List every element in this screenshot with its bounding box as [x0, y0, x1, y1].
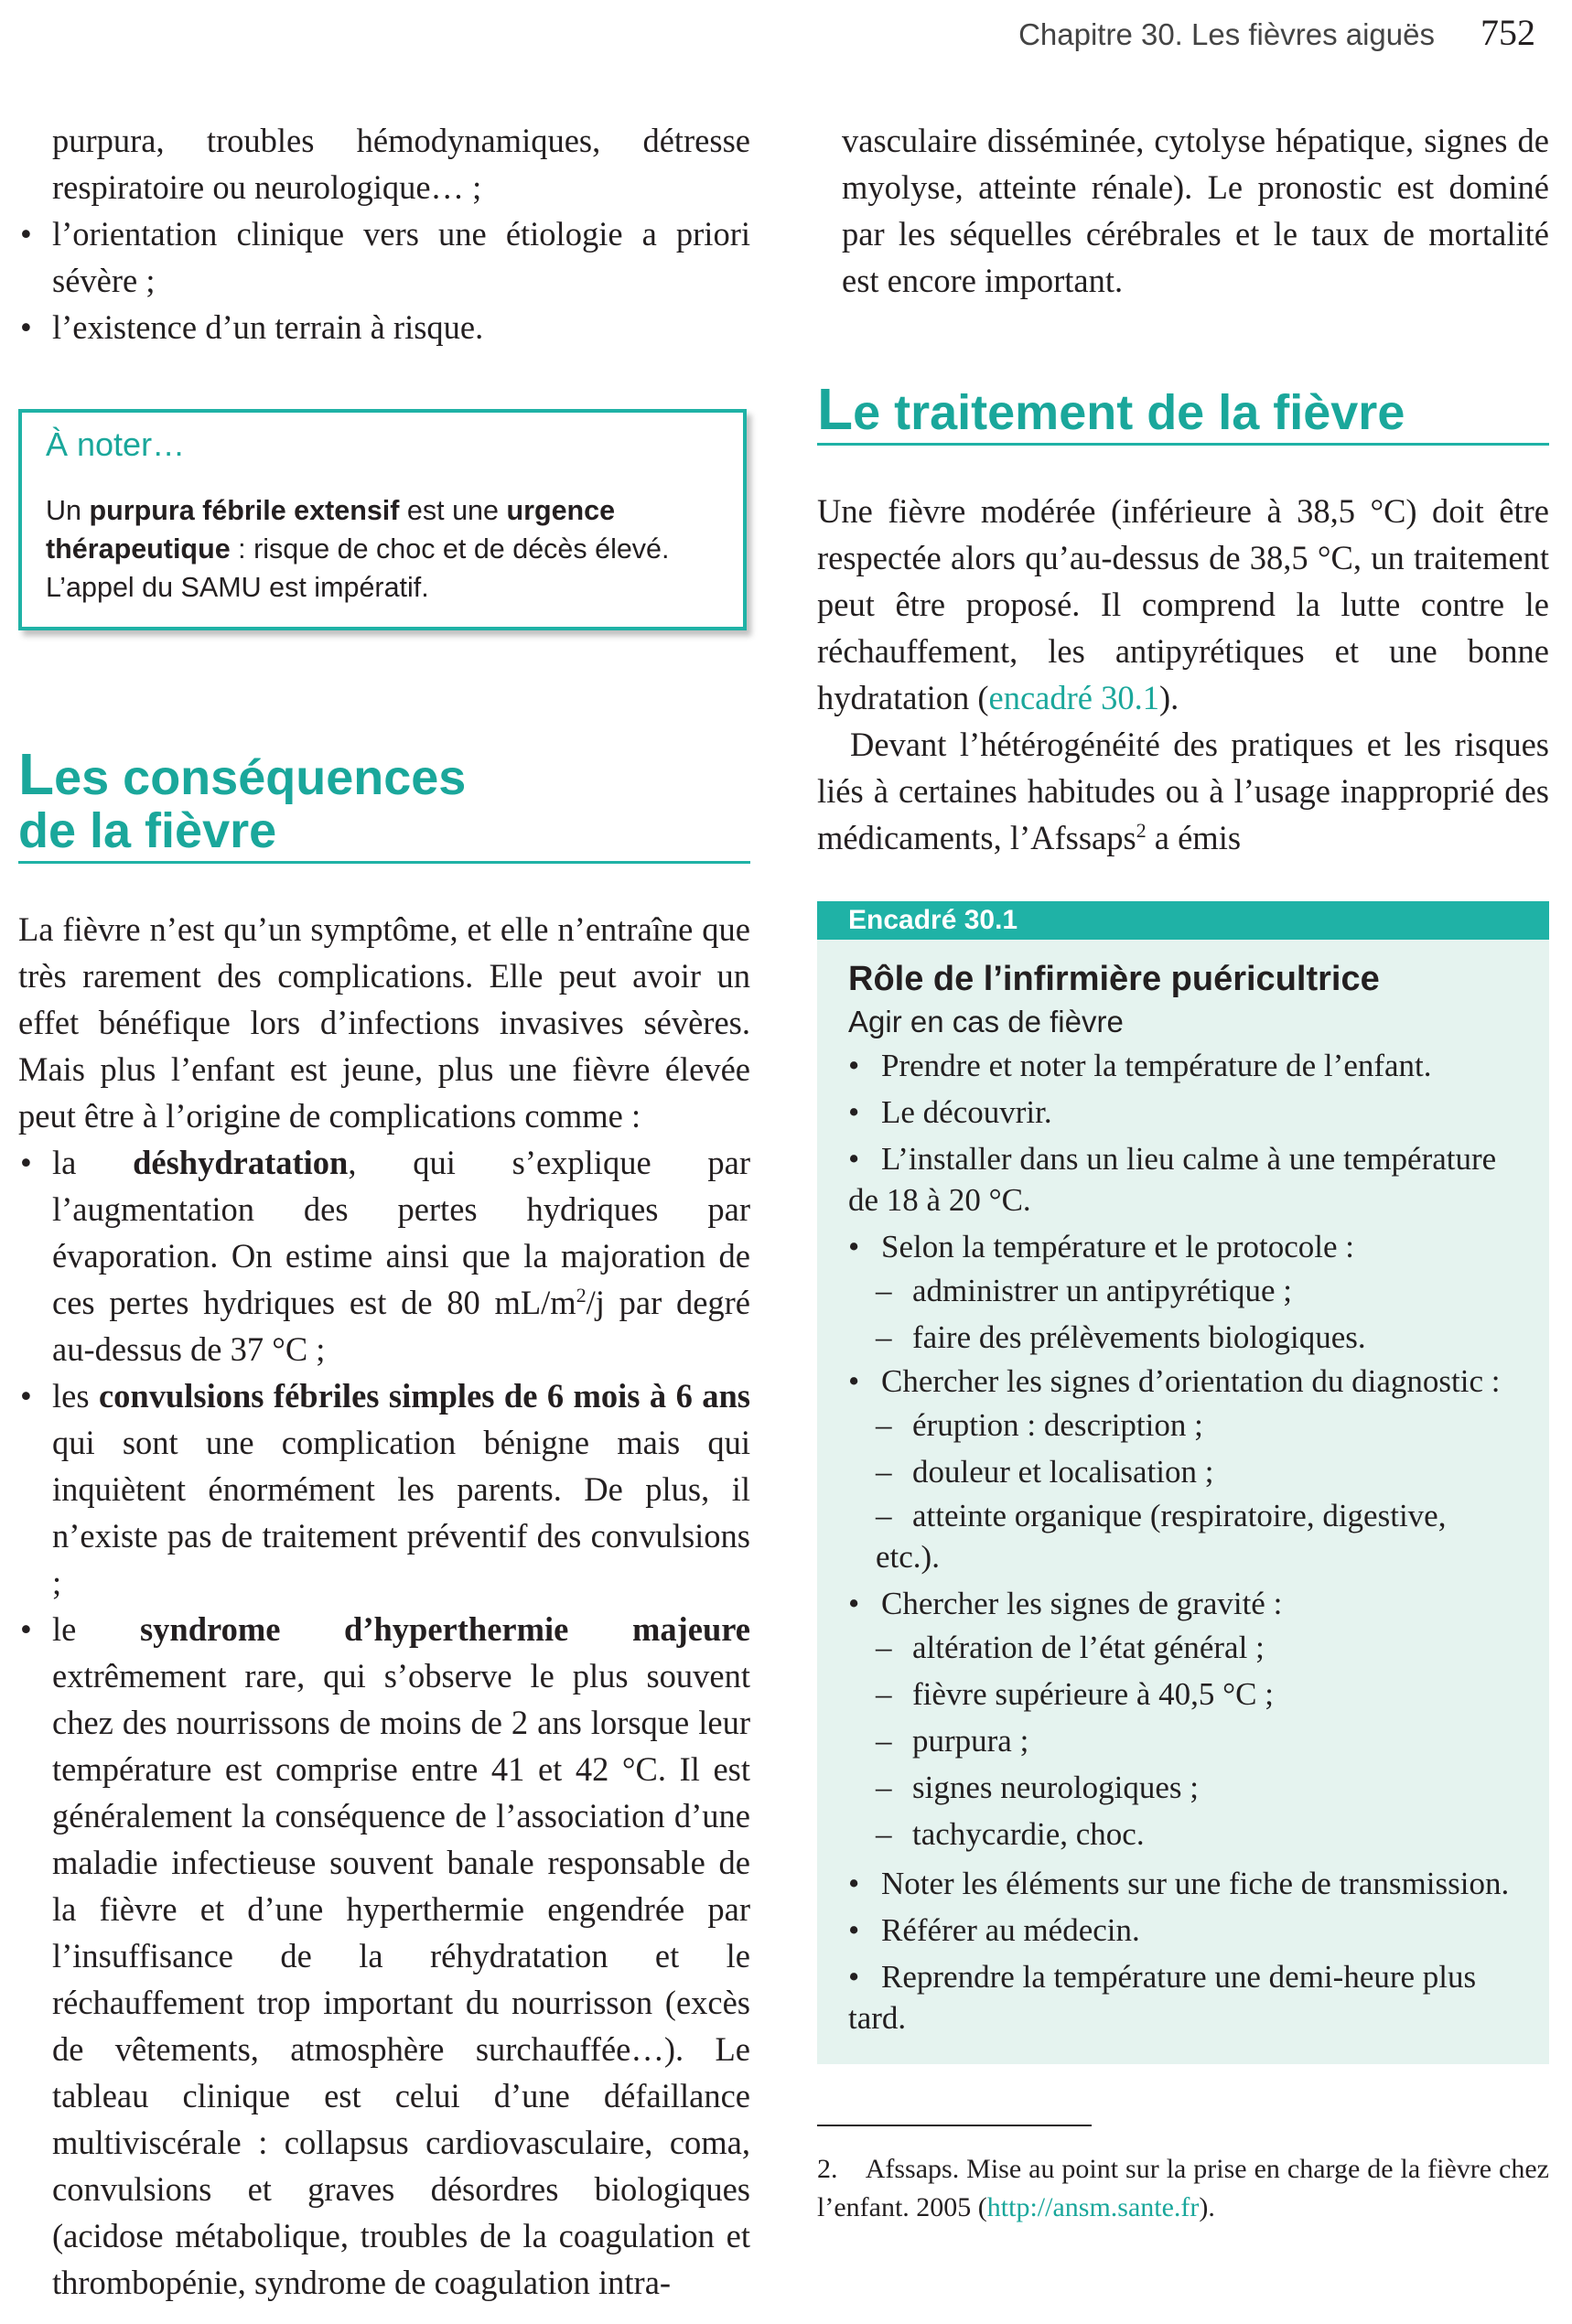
paragraph: [817, 721, 1549, 861]
paragraph: [817, 488, 1549, 721]
note-text-part: : risque de choc et de décès élevé. L’appel du SAMU est impératif.: [46, 533, 670, 603]
note-bold-urgence: urgence thérapeutique: [46, 495, 616, 565]
footnote-text: 2. Afssaps. Mise au point sur la prise en charge de la fièvre chez l’enfant. 2005 (: [817, 2154, 1556, 2222]
list-item: • Chercher les signes de gravité :: [848, 1586, 1283, 1621]
sub-item: – administrer un antipyrétique ;: [876, 1273, 1293, 1308]
list-item: • Selon la température et le protocole :: [848, 1229, 1355, 1264]
list-item: • Noter les éléments sur une fiche de transmission.: [848, 1866, 1510, 1901]
list-item-convulsions: [18, 1372, 750, 1606]
encadre-label: Encadré 30.1: [817, 901, 1549, 940]
section-heading-consequences: [18, 741, 750, 864]
encadre-body: [817, 940, 1549, 2064]
item-text: L’installer dans un lieu calme à une température de 18 à 20 °C.: [848, 1141, 1497, 1218]
item-text: Référer au médecin.: [881, 1912, 1140, 1948]
list-item: • Référer au médecin.: [848, 1912, 1140, 1948]
intro-bullet-list: [18, 210, 750, 350]
note-title: À noter…: [46, 425, 186, 463]
sub-item: – faire des prélèvements biologiques.: [876, 1319, 1366, 1355]
text: Une fièvre modérée (inférieure à 38,5 °C) doit être respectée alors qu’au-dessus de 38,5 °C, un traitement peut être proposé. Il comprend la lutte contre le réchauffement, les antipyrétiques et une bonne hydratation (: [817, 492, 1549, 716]
text: Devant l’hétérogénéité des pratiques et les risques liés à certaines habitudes ou à l’usage inapproprié des médicaments, l’Afssaps: [817, 726, 1549, 856]
page-number: 752: [1480, 12, 1535, 53]
note-text-part: Un: [46, 495, 90, 526]
sub-item-text: signes neurologiques ;: [912, 1770, 1200, 1805]
text: , qui s’explique par l’augmentation des pertes hydriques par évaporation. On estime ainsi que la majoration de ces pertes hydriques est de 80 mL/m: [52, 1144, 750, 1321]
list-item: • Chercher les signes d’orientation du diagnostic :: [848, 1363, 1501, 1399]
text: ).: [1158, 679, 1179, 716]
list-item-hyperthermia: [18, 1606, 750, 2306]
complications-list: [18, 1139, 750, 2306]
heading-line2: de la fièvre: [18, 803, 277, 858]
encadre-box: [817, 901, 1549, 2064]
sub-item: – purpura ;: [876, 1723, 1029, 1759]
list-item: • l’existence d’un terrain à risque.: [18, 304, 750, 350]
text: le: [52, 1610, 140, 1648]
sub-item: – éruption : description ;: [876, 1407, 1203, 1443]
sub-item-text: purpura ;: [912, 1723, 1029, 1759]
sub-item-text: atteinte organique (respiratoire, digestive, etc.).: [876, 1498, 1447, 1575]
continuation-paragraph: vasculaire disséminée, cytolyse hépatique, signes de myolyse, atteinte rénale). Le pronostic est dominé par les séquelles cérébrales et le taux de mortalité est encore important.: [842, 122, 1549, 299]
sub-item-text: administrer un antipyrétique ;: [912, 1273, 1293, 1308]
chapter-title: Chapitre 30. Les fièvres aiguës: [1018, 17, 1435, 51]
item-text: Le découvrir.: [881, 1094, 1052, 1130]
heading-initial: L: [18, 741, 55, 807]
sub-item-text: douleur et localisation ;: [912, 1454, 1214, 1490]
footnote-url-link[interactable]: http://ansm.sante.fr: [986, 2192, 1200, 2222]
text: les: [52, 1377, 99, 1415]
sub-item-text: faire des prélèvements biologiques.: [912, 1319, 1366, 1355]
text: qui sont une complication bénigne mais qui inquiètent énormément les parents. De plus, il n’existe pas de traitement préventif des convulsions ;: [52, 1424, 750, 1601]
intro-continuation: purpura, troubles hémodynamiques, détresse respiratoire ou neurologique… ;: [52, 122, 750, 206]
sub-item: – tachycardie, choc.: [876, 1816, 1145, 1852]
sub-item: – atteinte organique (respiratoire, digestive, etc.).: [876, 1498, 1447, 1575]
right-column: [817, 117, 1556, 2227]
encadre-link[interactable]: encadré 30.1: [988, 679, 1159, 716]
bold-term: déshydratation: [133, 1144, 349, 1181]
sub-item-text: éruption : description ;: [912, 1407, 1203, 1443]
section-heading-treatment: [817, 376, 1549, 446]
item-text: Chercher les signes de gravité :: [881, 1586, 1283, 1621]
list-item-dehydration: [18, 1139, 750, 1372]
list-item: • Le découvrir.: [848, 1094, 1052, 1130]
bold-term: convulsions fébriles simples de 6 mois à 6 ans: [98, 1377, 750, 1415]
note-bold-purpura: purpura fébrile extensif: [89, 495, 400, 526]
sub-item-text: tachycardie, choc.: [912, 1816, 1145, 1852]
footnote-divider: [817, 2125, 1092, 2126]
text: /j par degré au-dessus de 37 °C ;: [52, 1284, 751, 1368]
footnote-ref[interactable]: 2: [1136, 818, 1147, 842]
sub-item-text: fièvre supérieure à 40,5 °C ;: [912, 1676, 1274, 1712]
note-text-part: est une: [399, 495, 507, 526]
sub-item: – signes neurologiques ;: [876, 1770, 1200, 1805]
text: extrêmement rare, qui s’observe le plus souvent chez des nourrissons de moins de 2 ans lorsque leur température est comprise entre 41 et 42 °C. Il est généralement la conséquence de l’association d’une maladie infectieuse souvent banale responsable de la fièvre et d’une hyperthermie engendrée par l’insuffisance de la réhydratation et le réchauffement trop important du nourrisson (excès de vêtements, atmosphère surchauffée…). Le tableau clinique est celui d’une défaillance multiviscérale : collapsus cardiovasculaire, coma, convulsions et graves désordres biologiques (acidose métabolique, troubles de la coagulation et thrombopénie, syndrome de coagulation intra-: [52, 1657, 750, 2301]
encadre-subtitle: Agir en cas de fièvre: [848, 1005, 1124, 1038]
note-box: [18, 409, 747, 630]
sub-item: – fièvre supérieure à 40,5 °C ;: [876, 1676, 1274, 1712]
bold-term: syndrome d’hyperthermie majeure: [139, 1610, 751, 1648]
heading-initial: L: [817, 376, 854, 442]
list-item: • l’orientation clinique vers une étiologie a priori sévère ;: [18, 210, 750, 304]
sub-item: – altération de l’état général ;: [876, 1630, 1265, 1665]
left-column: [18, 117, 750, 2306]
heading-rest: e traitement de la fièvre: [853, 385, 1405, 440]
text: la: [52, 1144, 134, 1181]
encadre-title: Rôle de l’infirmière puéricultrice: [848, 960, 1380, 998]
footnote: [817, 2150, 1556, 2227]
item-text: Prendre et noter la température de l’enfant.: [881, 1048, 1432, 1083]
item-text: Reprendre la température une demi-heure plus tard.: [848, 1959, 1477, 2036]
item-text: Selon la température et le protocole :: [881, 1229, 1355, 1264]
superscript: 2: [576, 1283, 587, 1307]
note-text: [46, 491, 719, 607]
list-item: • Prendre et noter la température de l’enfant.: [848, 1048, 1432, 1083]
text: a émis: [1146, 819, 1242, 856]
paragraph: La fièvre n’est qu’un symptôme, et elle n’entraîne que très rarement des complications. Elle peut avoir un effet bénéfique lors d’infections invasives sévères. Mais plus l’enfant est jeune, plus une fièvre élevée peut être à l’origine de complications comme :: [18, 910, 750, 1135]
running-header: [1018, 11, 1535, 57]
footnote-text: ).: [1199, 2192, 1215, 2222]
sub-item: – douleur et localisation ;: [876, 1454, 1214, 1490]
item-text: Chercher les signes d’orientation du diagnostic :: [881, 1363, 1501, 1399]
sub-item-text: altération de l’état général ;: [912, 1630, 1265, 1665]
item-text: Noter les éléments sur une fiche de transmission.: [881, 1866, 1510, 1901]
heading-rest: es conséquences: [54, 750, 467, 805]
list-item: • Reprendre la température une demi-heure plus tard.: [848, 1959, 1477, 2036]
list-item: • L’installer dans un lieu calme à une température de 18 à 20 °C.: [848, 1141, 1497, 1218]
